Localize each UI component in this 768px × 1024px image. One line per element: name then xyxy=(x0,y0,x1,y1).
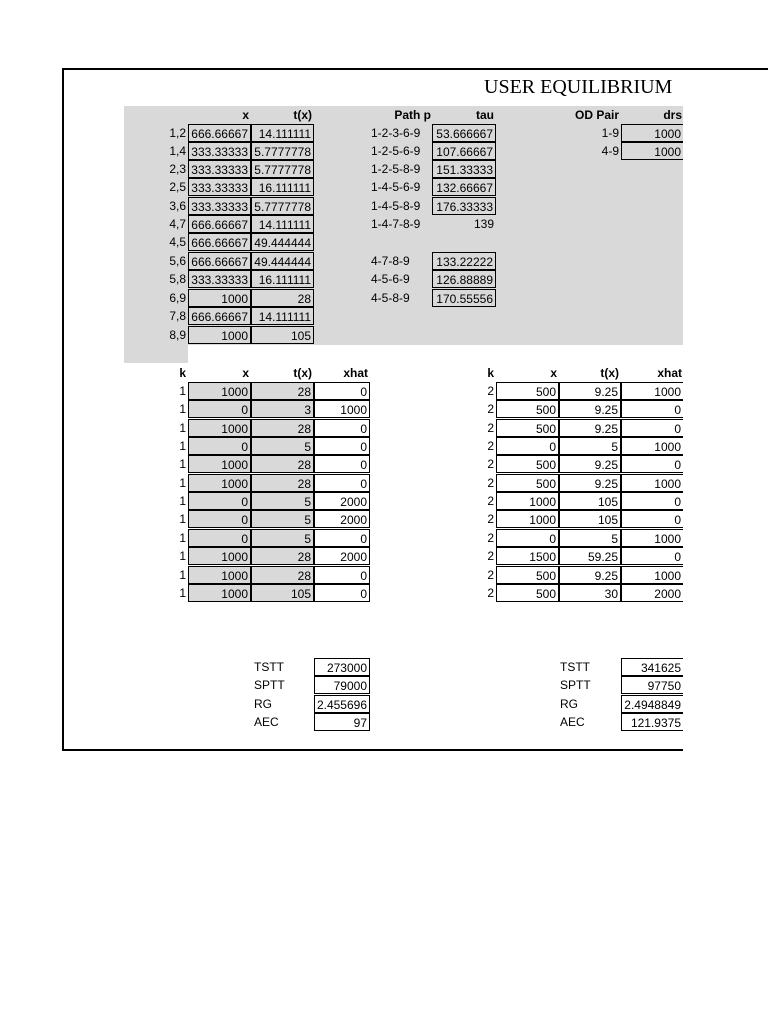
iter1-tx-cell[interactable]: 3 xyxy=(251,400,314,418)
link-flow-cell[interactable]: 666.66667 xyxy=(188,233,251,251)
iter1-k-cell: 1 xyxy=(179,549,186,563)
iter1-xhat-cell[interactable]: 2000 xyxy=(314,547,370,565)
iter1-k-cell: 1 xyxy=(179,402,186,416)
link-time-cell[interactable]: 49.444444 xyxy=(251,233,314,251)
iter1-k-cell: 1 xyxy=(179,476,186,490)
path-tau-cell[interactable]: 139 xyxy=(473,217,494,231)
column-header-tx: t(x) xyxy=(293,108,312,122)
iter1-tx-cell[interactable]: 28 xyxy=(251,566,314,584)
iter1-tx-cell[interactable]: 28 xyxy=(251,547,314,565)
iter2-tx-cell[interactable]: 9.25 xyxy=(559,382,621,400)
iter1-tx-cell[interactable]: 105 xyxy=(251,584,314,602)
iter1-x-cell[interactable]: 1000 xyxy=(188,419,251,437)
iter1-x-cell[interactable]: 0 xyxy=(188,437,251,455)
link-time-cell[interactable]: 5.7777778 xyxy=(251,197,314,215)
iter2-metric-label: AEC xyxy=(560,715,585,729)
iter1-x-cell[interactable]: 1000 xyxy=(188,547,251,565)
iter2-x-cell[interactable]: 500 xyxy=(496,566,559,584)
iter1-xhat-cell[interactable]: 2000 xyxy=(314,492,370,510)
iter1-x-cell[interactable]: 0 xyxy=(188,529,251,547)
iter2-k-cell: 2 xyxy=(487,476,494,490)
iter2-x-cell[interactable]: 500 xyxy=(496,382,559,400)
iter2-xhat-cell[interactable]: 1000 xyxy=(621,566,683,584)
iter2-x-cell[interactable]: 500 xyxy=(496,419,559,437)
link-label: 6,9 xyxy=(169,291,186,305)
iter1-k-cell: 1 xyxy=(179,439,186,453)
link-flow-cell[interactable]: 666.66667 xyxy=(188,307,251,325)
iter2-tx-cell[interactable]: 9.25 xyxy=(559,455,621,473)
od-pair-label: 1-9 xyxy=(601,126,619,140)
column-header-x: x xyxy=(242,108,249,122)
column-header-path: Path p xyxy=(394,108,431,122)
iter1-x-cell[interactable]: 1000 xyxy=(188,474,251,492)
iter2-xhat-cell[interactable]: 1000 xyxy=(621,529,683,547)
column-header-drs: drs xyxy=(663,108,682,122)
iter1-metric-value[interactable]: 97 xyxy=(314,713,370,731)
iter1-tx-cell[interactable]: 28 xyxy=(251,382,314,400)
iter1-tx-cell[interactable]: 28 xyxy=(251,474,314,492)
link-label: 3,6 xyxy=(169,199,186,213)
iter2-xhat-cell[interactable]: 1000 xyxy=(621,437,683,455)
link-flow-cell[interactable]: 1000 xyxy=(188,289,251,307)
shaded-input-region-tail xyxy=(124,345,188,363)
iter2-xhat-cell[interactable]: 0 xyxy=(621,510,683,528)
iter1-k-cell: 1 xyxy=(179,457,186,471)
iter1-x-cell[interactable]: 0 xyxy=(188,492,251,510)
link-flow-cell[interactable]: 333.33333 xyxy=(188,178,251,196)
iter1-metric-value[interactable]: 273000 xyxy=(314,658,370,676)
path-label: 4-5-6-9 xyxy=(371,272,410,286)
od-demand-cell[interactable]: 1000 xyxy=(621,124,683,142)
iter2-metric-label: RG xyxy=(560,697,578,711)
iter2-xhat-cell[interactable]: 1000 xyxy=(621,382,683,400)
iter2-k-cell: 2 xyxy=(487,421,494,435)
spreadsheet-sheet xyxy=(62,68,683,751)
iter2-x-cell[interactable]: 1000 xyxy=(496,492,559,510)
iter1-x-cell[interactable]: 1000 xyxy=(188,584,251,602)
iter2-header-xhat: xhat xyxy=(657,366,682,380)
iter2-xhat-cell[interactable]: 1000 xyxy=(621,474,683,492)
iter2-xhat-cell[interactable]: 2000 xyxy=(621,584,683,602)
iter2-xhat-cell[interactable]: 0 xyxy=(621,547,683,565)
path-tau-cell[interactable]: 132.66667 xyxy=(432,178,496,196)
iter2-k-cell: 2 xyxy=(487,568,494,582)
iter2-x-cell[interactable]: 500 xyxy=(496,584,559,602)
link-label: 4,7 xyxy=(169,217,186,231)
iter2-x-cell[interactable]: 1500 xyxy=(496,547,559,565)
iter1-k-cell: 1 xyxy=(179,494,186,508)
iter2-xhat-cell[interactable]: 0 xyxy=(621,419,683,437)
iter1-x-cell[interactable]: 0 xyxy=(188,400,251,418)
iter2-x-cell[interactable]: 500 xyxy=(496,400,559,418)
iter2-xhat-cell[interactable]: 0 xyxy=(621,492,683,510)
iter1-xhat-cell[interactable]: 0 xyxy=(314,437,370,455)
link-label: 5,6 xyxy=(169,254,186,268)
iter1-xhat-cell[interactable]: 0 xyxy=(314,474,370,492)
iter1-tx-cell[interactable]: 5 xyxy=(251,529,314,547)
link-time-cell[interactable]: 49.444444 xyxy=(251,252,314,270)
iter1-k-cell: 1 xyxy=(179,531,186,545)
iter1-metric-label: TSTT xyxy=(254,660,284,674)
path-label: 1-2-3-6-9 xyxy=(371,126,421,140)
link-time-cell[interactable]: 14.111111 xyxy=(251,307,314,325)
iter2-x-cell[interactable]: 0 xyxy=(496,437,559,455)
iter1-header-xhat: xhat xyxy=(343,366,368,380)
path-tau-cell[interactable]: 107.66667 xyxy=(432,142,496,160)
iter2-x-cell[interactable]: 500 xyxy=(496,455,559,473)
link-time-cell[interactable]: 14.111111 xyxy=(251,215,314,233)
iter1-x-cell[interactable]: 1000 xyxy=(188,382,251,400)
iter1-x-cell[interactable]: 1000 xyxy=(188,566,251,584)
iter1-xhat-cell[interactable]: 2000 xyxy=(314,510,370,528)
link-label: 2,5 xyxy=(169,180,186,194)
link-flow-cell[interactable]: 333.33333 xyxy=(188,142,251,160)
iter1-metric-label: AEC xyxy=(254,715,279,729)
iter2-tx-cell[interactable]: 105 xyxy=(559,510,621,528)
iter2-k-cell: 2 xyxy=(487,512,494,526)
iter2-tx-cell[interactable]: 9.25 xyxy=(559,419,621,437)
iter1-k-cell: 1 xyxy=(179,568,186,582)
iter1-k-cell: 1 xyxy=(179,421,186,435)
iter1-k-cell: 1 xyxy=(179,512,186,526)
iter1-xhat-cell[interactable]: 0 xyxy=(314,455,370,473)
iter2-tx-cell[interactable]: 5 xyxy=(559,529,621,547)
iter2-k-cell: 2 xyxy=(487,384,494,398)
link-time-cell[interactable]: 28 xyxy=(251,289,314,307)
iter1-x-cell[interactable]: 0 xyxy=(188,510,251,528)
path-label: 1-2-5-6-9 xyxy=(371,144,421,158)
link-label: 5,8 xyxy=(169,272,186,286)
iter2-tx-cell[interactable]: 59.25 xyxy=(559,547,621,565)
iter1-tx-cell[interactable]: 28 xyxy=(251,455,314,473)
iter1-metric-value[interactable]: 2.455696 xyxy=(314,695,370,713)
iter1-metric-label: SPTT xyxy=(254,678,285,692)
iter1-tx-cell[interactable]: 5 xyxy=(251,437,314,455)
path-label: 1-4-5-8-9 xyxy=(371,199,421,213)
iter1-xhat-cell[interactable]: 0 xyxy=(314,584,370,602)
path-tau-cell[interactable]: 126.88889 xyxy=(432,270,496,288)
iter2-k-cell: 2 xyxy=(487,549,494,563)
od-demand-cell[interactable]: 1000 xyxy=(621,142,683,160)
iter2-metric-value[interactable]: 341625 xyxy=(621,658,683,676)
od-pair-label: 4-9 xyxy=(601,144,619,158)
iter1-k-cell: 1 xyxy=(179,586,186,600)
path-tau-cell[interactable]: 151.33333 xyxy=(432,160,496,178)
iter2-k-cell: 2 xyxy=(487,402,494,416)
iter2-x-cell[interactable]: 1000 xyxy=(496,510,559,528)
iter2-header-x: x xyxy=(550,366,557,380)
iter1-header-tx: t(x) xyxy=(293,366,312,380)
sheet-title: USER EQUILIBRIUM xyxy=(484,76,673,98)
path-tau-cell[interactable]: 53.666667 xyxy=(432,124,496,142)
iter2-k-cell: 2 xyxy=(487,531,494,545)
iter2-tx-cell[interactable]: 9.25 xyxy=(559,400,621,418)
link-label: 4,5 xyxy=(169,235,186,249)
iter1-xhat-cell[interactable]: 1000 xyxy=(314,400,370,418)
iter2-metric-label: TSTT xyxy=(560,660,590,674)
link-flow-cell[interactable]: 333.33333 xyxy=(188,270,251,288)
link-time-cell[interactable]: 16.111111 xyxy=(251,270,314,288)
iter2-x-cell[interactable]: 0 xyxy=(496,529,559,547)
iter2-k-cell: 2 xyxy=(487,494,494,508)
iter1-header-k: k xyxy=(179,366,186,380)
iter2-x-cell[interactable]: 500 xyxy=(496,474,559,492)
iter2-k-cell: 2 xyxy=(487,586,494,600)
iter1-x-cell[interactable]: 1000 xyxy=(188,455,251,473)
column-header-od-pair: OD Pair xyxy=(574,108,619,122)
iter2-metric-value[interactable]: 97750 xyxy=(621,676,683,694)
path-label: 4-5-8-9 xyxy=(371,291,410,305)
path-label: 1-4-7-8-9 xyxy=(371,217,421,231)
link-label: 8,9 xyxy=(169,328,186,342)
link-flow-cell[interactable]: 666.66667 xyxy=(188,252,251,270)
iter1-tx-cell[interactable]: 5 xyxy=(251,510,314,528)
link-flow-cell[interactable]: 333.33333 xyxy=(188,197,251,215)
link-label: 1,2 xyxy=(169,126,186,140)
link-flow-cell[interactable]: 666.66667 xyxy=(188,124,251,142)
iter1-xhat-cell[interactable]: 0 xyxy=(314,419,370,437)
path-label: 1-2-5-8-9 xyxy=(371,162,421,176)
path-tau-cell[interactable]: 170.55556 xyxy=(432,289,496,307)
link-label: 7,8 xyxy=(169,309,186,323)
iter2-header-tx: t(x) xyxy=(600,366,619,380)
iter2-tx-cell[interactable]: 9.25 xyxy=(559,474,621,492)
iter2-tx-cell[interactable]: 5 xyxy=(559,437,621,455)
path-tau-cell[interactable]: 133.22222 xyxy=(432,252,496,270)
iter2-tx-cell[interactable]: 9.25 xyxy=(559,566,621,584)
link-flow-cell[interactable]: 666.66667 xyxy=(188,215,251,233)
iter1-xhat-cell[interactable]: 0 xyxy=(314,566,370,584)
iter1-metric-label: RG xyxy=(254,697,272,711)
iter2-metric-value[interactable]: 121.9375 xyxy=(621,713,683,731)
path-tau-cell[interactable]: 176.33333 xyxy=(432,197,496,215)
path-label: 1-4-5-6-9 xyxy=(371,180,421,194)
iter2-xhat-cell[interactable]: 0 xyxy=(621,400,683,418)
iter1-k-cell: 1 xyxy=(179,384,186,398)
link-time-cell[interactable]: 5.7777778 xyxy=(251,142,314,160)
iter1-tx-cell[interactable]: 5 xyxy=(251,492,314,510)
iter2-k-cell: 2 xyxy=(487,457,494,471)
iter2-tx-cell[interactable]: 105 xyxy=(559,492,621,510)
path-label: 4-7-8-9 xyxy=(371,254,410,268)
iter1-tx-cell[interactable]: 28 xyxy=(251,419,314,437)
link-flow-cell[interactable]: 333.33333 xyxy=(188,160,251,178)
link-time-cell[interactable]: 105 xyxy=(251,326,314,344)
iter2-tx-cell[interactable]: 30 xyxy=(559,584,621,602)
iter2-header-k: k xyxy=(487,366,494,380)
iter2-k-cell: 2 xyxy=(487,439,494,453)
link-time-cell[interactable]: 5.7777778 xyxy=(251,160,314,178)
iter1-header-x: x xyxy=(242,366,249,380)
iter2-xhat-cell[interactable]: 0 xyxy=(621,455,683,473)
link-flow-cell[interactable]: 1000 xyxy=(188,326,251,344)
column-header-tau: tau xyxy=(476,108,494,122)
link-label: 1,4 xyxy=(169,144,186,158)
iter1-xhat-cell[interactable]: 0 xyxy=(314,529,370,547)
iter2-metric-label: SPTT xyxy=(560,678,591,692)
iter1-metric-value[interactable]: 79000 xyxy=(314,676,370,694)
link-time-cell[interactable]: 16.111111 xyxy=(251,178,314,196)
iter1-xhat-cell[interactable]: 0 xyxy=(314,382,370,400)
link-label: 2,3 xyxy=(169,162,186,176)
link-time-cell[interactable]: 14.111111 xyxy=(251,124,314,142)
iter2-metric-value[interactable]: 2.4948849 xyxy=(621,695,683,713)
